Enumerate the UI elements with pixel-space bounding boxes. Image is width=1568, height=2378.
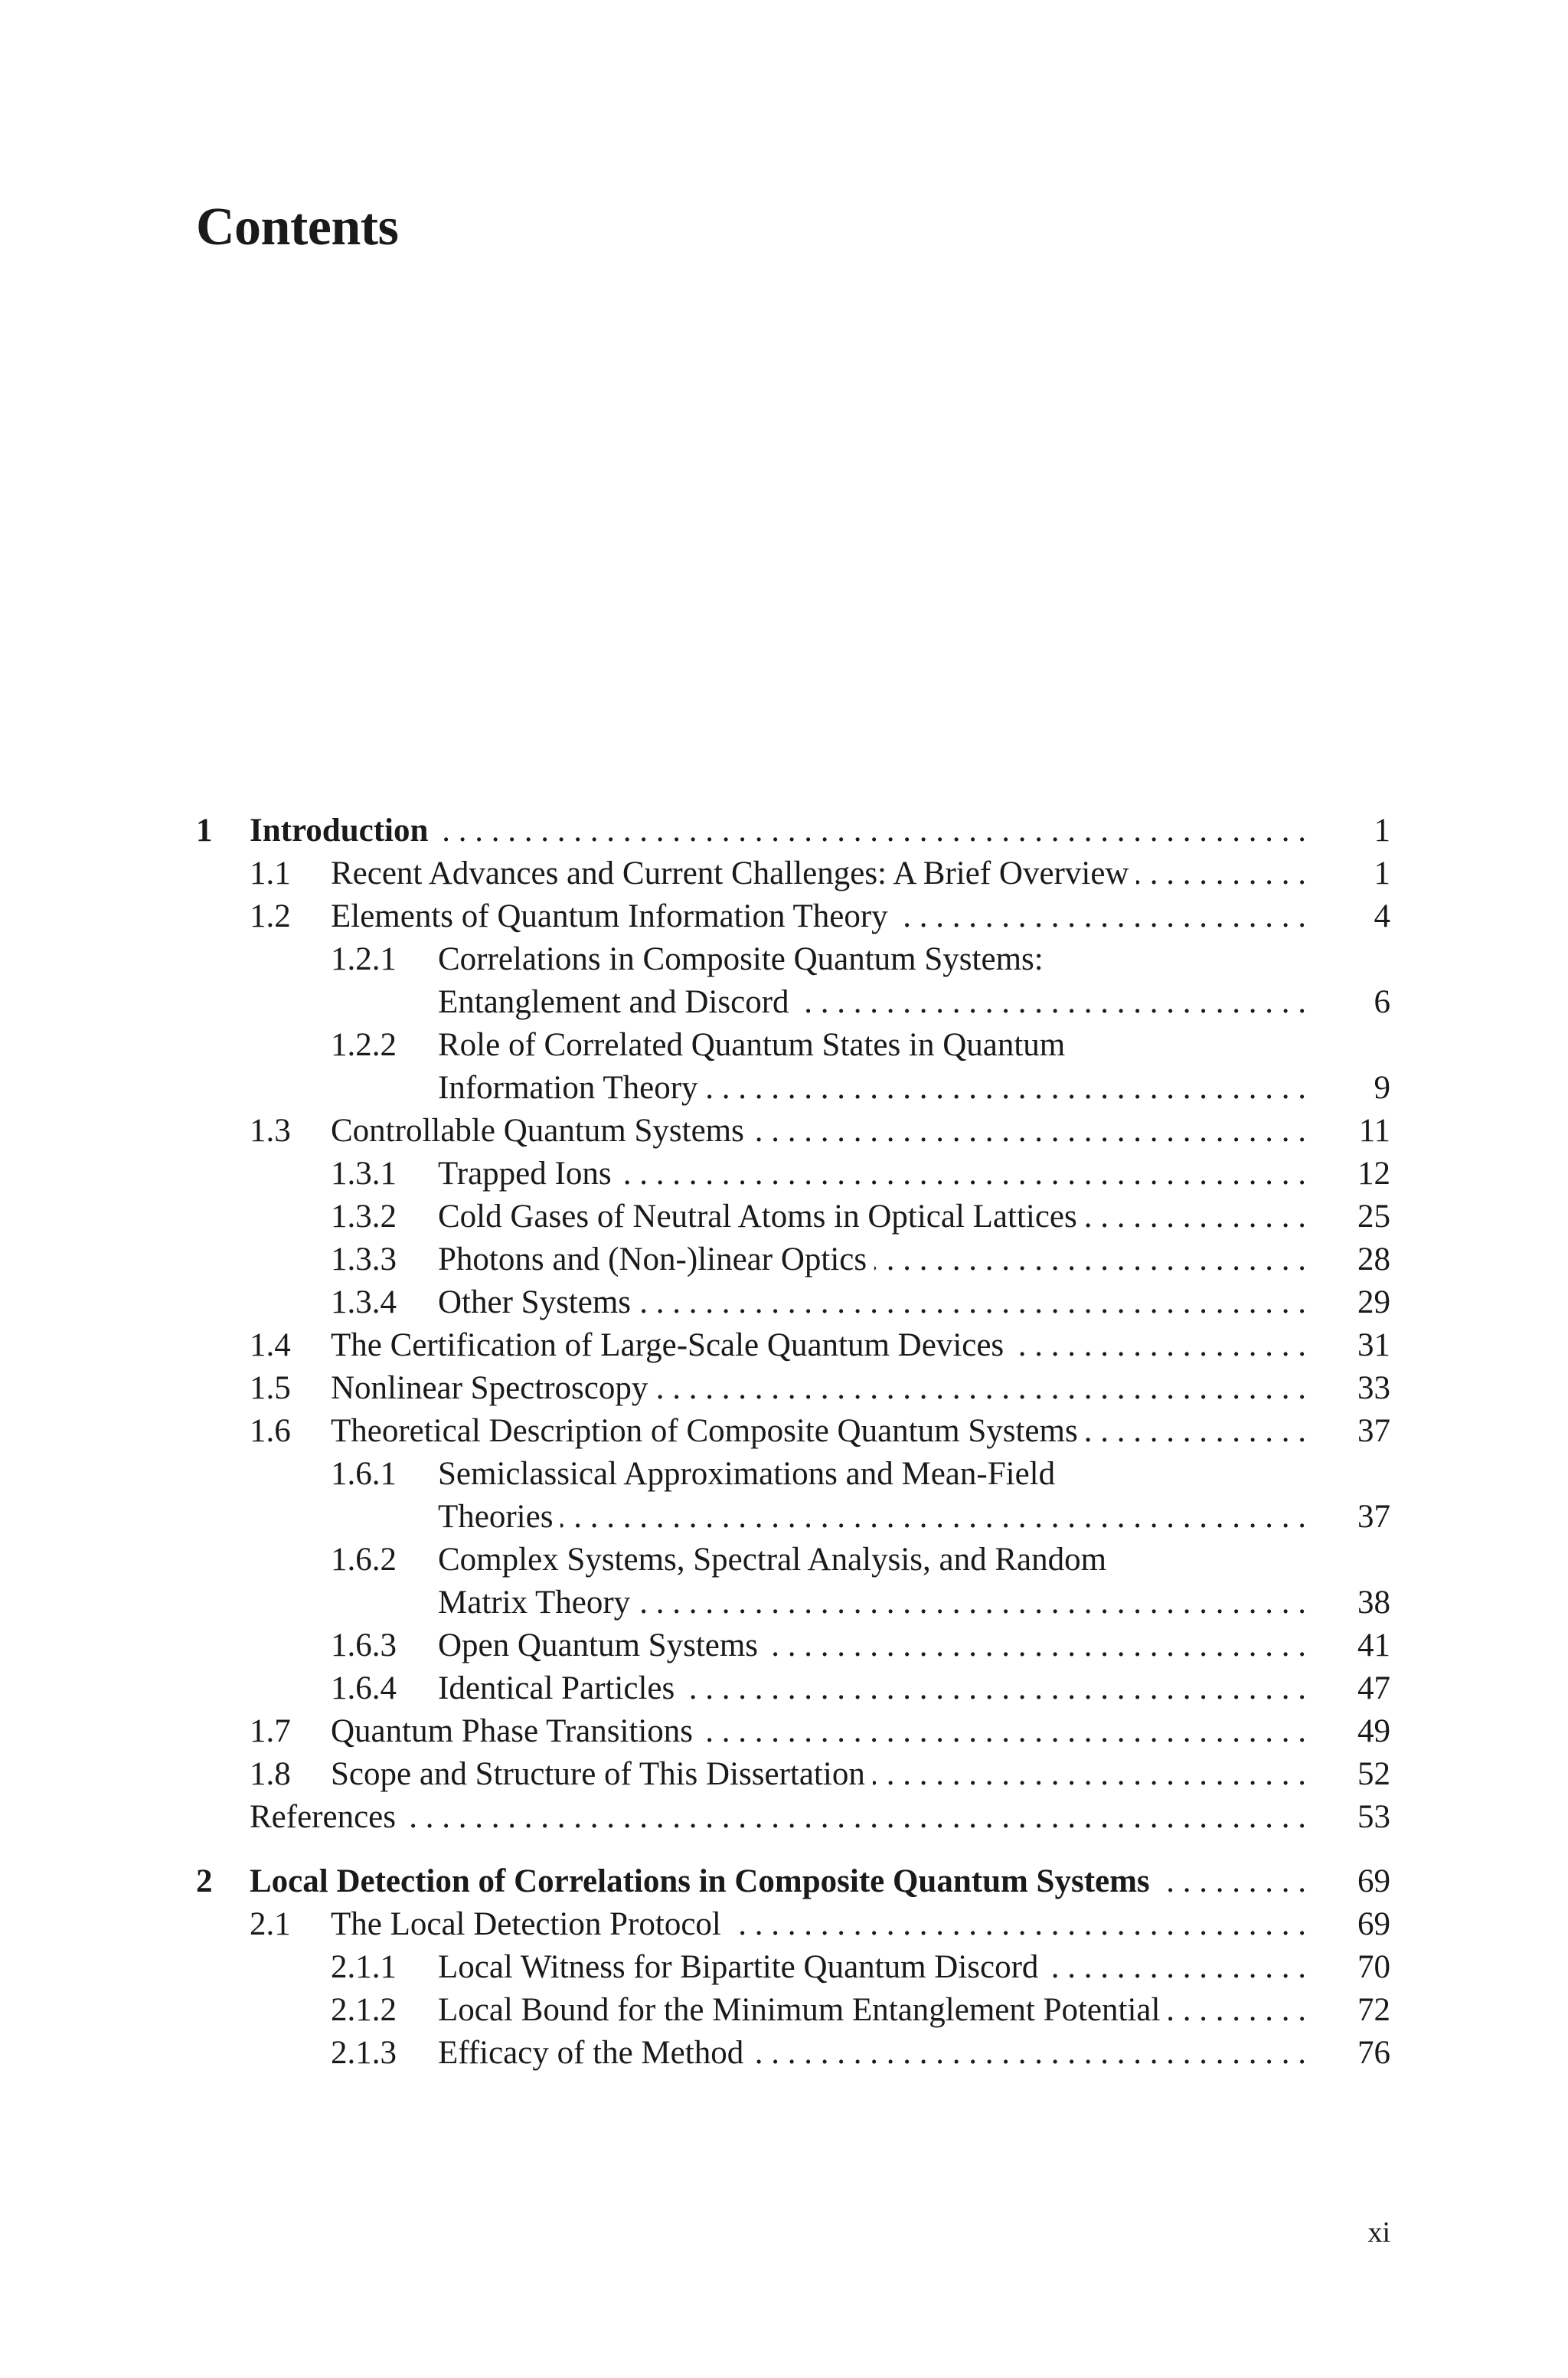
toc-entry-leader bbox=[438, 1496, 1306, 1539]
toc-entry-leader bbox=[331, 1903, 1306, 1946]
toc-entry-leader bbox=[331, 1324, 1306, 1367]
toc-entry-title: Elements of Quantum Information Theory bbox=[331, 895, 896, 938]
toc-entry-page: 1 bbox=[1374, 813, 1390, 849]
toc-entry-leader bbox=[438, 1624, 1306, 1667]
toc-entry-page: 25 bbox=[1357, 1199, 1390, 1235]
dot-leader bbox=[619, 1153, 1306, 1196]
toc-entry-title: Theoretical Description of Composite Quantum Systems bbox=[331, 1410, 1086, 1453]
toc-entry-number: 1.5 bbox=[250, 1370, 291, 1406]
toc-entry[interactable] bbox=[196, 1281, 1390, 1324]
dot-leader bbox=[706, 1067, 1306, 1110]
toc-entry-page: 6 bbox=[1374, 984, 1390, 1020]
toc-entry-title: Recent Advances and Current Challenges: A Brief Overview bbox=[331, 852, 1136, 895]
toc-entry-leader bbox=[438, 1238, 1306, 1281]
toc-entry-title: Trapped Ions bbox=[438, 1153, 619, 1196]
toc-entry-number: 1.6.3 bbox=[331, 1627, 397, 1663]
dot-leader bbox=[701, 1710, 1306, 1753]
toc-entry-number: 1.2.2 bbox=[331, 1027, 397, 1063]
toc-entry-title: Information Theory bbox=[438, 1067, 706, 1110]
dot-leader bbox=[729, 1903, 1306, 1946]
toc-entry-leader bbox=[331, 1410, 1306, 1453]
toc-entry-number: 2.1.2 bbox=[331, 1992, 397, 2028]
toc-entry[interactable] bbox=[196, 1946, 1390, 1989]
toc-entry-leader bbox=[438, 1067, 1306, 1110]
toc-entry-title: Scope and Structure of This Dissertation bbox=[331, 1753, 873, 1796]
dot-leader bbox=[766, 1624, 1306, 1667]
toc-entry-number: 1.2 bbox=[250, 898, 291, 934]
toc-entry[interactable] bbox=[196, 981, 1390, 1024]
toc-entry-title: Theories bbox=[438, 1496, 560, 1539]
toc-entry-leader bbox=[331, 1753, 1306, 1796]
dot-leader bbox=[1158, 1860, 1306, 1903]
toc-entry-number: 1 bbox=[196, 813, 213, 849]
toc-entry-title: Identical Particles bbox=[438, 1667, 682, 1710]
toc-entry-page: 41 bbox=[1357, 1627, 1390, 1663]
toc-entry[interactable] bbox=[196, 1667, 1390, 1710]
toc-entry-title: The Certification of Large-Scale Quantum Devices bbox=[331, 1324, 1011, 1367]
toc-entry[interactable] bbox=[196, 1110, 1390, 1153]
dot-leader bbox=[1046, 1946, 1306, 1989]
toc-entry-leader bbox=[438, 1582, 1306, 1624]
toc-entry-title: Role of Correlated Quantum States in Quantum bbox=[438, 1027, 1066, 1063]
toc-chapter-entry[interactable] bbox=[196, 1860, 1390, 1903]
toc-entry-leader bbox=[438, 1989, 1306, 2032]
toc-entry-number: 2 bbox=[196, 1863, 213, 1899]
toc-references-entry[interactable] bbox=[196, 1796, 1390, 1839]
dot-leader bbox=[874, 1238, 1306, 1281]
page-title: Contents bbox=[196, 198, 399, 257]
toc-entry-page: 69 bbox=[1357, 1906, 1390, 1942]
toc-entry-page: 1 bbox=[1374, 855, 1390, 891]
toc-entry-line bbox=[196, 1024, 1390, 1067]
dot-leader bbox=[1168, 1989, 1306, 2032]
toc-entry-number: 1.6.2 bbox=[331, 1542, 397, 1578]
toc-entry-title: Other Systems bbox=[438, 1281, 639, 1324]
toc-entry-leader bbox=[250, 1860, 1306, 1903]
toc-entry[interactable] bbox=[196, 852, 1390, 895]
toc-entry[interactable] bbox=[196, 1989, 1390, 2032]
toc-entry-line bbox=[196, 1539, 1390, 1582]
toc-entry-number: 1.3.3 bbox=[331, 1241, 397, 1277]
toc-entry-title: Local Bound for the Minimum Entanglement Potential bbox=[438, 1989, 1168, 2032]
toc-entry-page: 11 bbox=[1358, 1113, 1390, 1149]
toc-entry-page: 52 bbox=[1357, 1756, 1390, 1792]
table-of-contents bbox=[196, 810, 1390, 2075]
dot-leader bbox=[1011, 1324, 1306, 1367]
toc-entry-page: 29 bbox=[1357, 1284, 1390, 1320]
toc-entry-page: 49 bbox=[1357, 1713, 1390, 1749]
toc-entry-title: Controllable Quantum Systems bbox=[331, 1110, 752, 1153]
toc-entry-number: 1.1 bbox=[250, 855, 291, 891]
toc-entry-page: 31 bbox=[1357, 1327, 1390, 1363]
toc-entry[interactable] bbox=[196, 1367, 1390, 1410]
toc-entry-number: 1.8 bbox=[250, 1756, 291, 1792]
dot-leader bbox=[560, 1496, 1306, 1539]
toc-entry-leader bbox=[438, 1667, 1306, 1710]
toc-entry-line bbox=[196, 938, 1390, 981]
toc-entry-page: 69 bbox=[1357, 1863, 1390, 1899]
toc-entry-leader bbox=[250, 810, 1306, 852]
toc-entry-leader bbox=[438, 1196, 1306, 1238]
toc-entry-title: Entanglement and Discord bbox=[438, 981, 797, 1024]
toc-entry-number: 1.3.4 bbox=[331, 1284, 397, 1320]
toc-entry-title: References bbox=[250, 1796, 403, 1839]
toc-entry-leader bbox=[331, 1710, 1306, 1753]
toc-entry-title: Quantum Phase Transitions bbox=[331, 1710, 701, 1753]
toc-entry-number: 1.6.4 bbox=[331, 1670, 397, 1706]
toc-entry[interactable] bbox=[196, 1496, 1390, 1539]
toc-entry-leader bbox=[438, 1153, 1306, 1196]
toc-entry-leader bbox=[438, 981, 1306, 1024]
toc-entry-number: 1.6 bbox=[250, 1413, 291, 1449]
toc-entry-title: Local Detection of Correlations in Composite Quantum Systems bbox=[250, 1860, 1158, 1903]
toc-entry[interactable] bbox=[196, 1624, 1390, 1667]
dot-leader bbox=[682, 1667, 1306, 1710]
dot-leader bbox=[1086, 1410, 1306, 1453]
toc-entry-page: 53 bbox=[1357, 1799, 1390, 1835]
toc-entry-title: Local Witness for Bipartite Quantum Discord bbox=[438, 1946, 1046, 1989]
toc-entry-page: 33 bbox=[1357, 1370, 1390, 1406]
toc-entry-number: 1.7 bbox=[250, 1713, 291, 1749]
toc-entry-leader bbox=[331, 852, 1306, 895]
dot-leader bbox=[752, 1110, 1306, 1153]
toc-entry-number: 2.1 bbox=[250, 1906, 291, 1942]
toc-entry[interactable] bbox=[196, 1710, 1390, 1753]
dot-leader bbox=[1136, 852, 1306, 895]
dot-leader bbox=[1085, 1196, 1306, 1238]
toc-entry-leader bbox=[438, 2032, 1306, 2075]
toc-entry[interactable] bbox=[196, 1324, 1390, 1367]
toc-entry-number: 2.1.1 bbox=[331, 1949, 397, 1985]
dot-leader bbox=[797, 981, 1306, 1024]
toc-entry-page: 38 bbox=[1357, 1585, 1390, 1621]
toc-entry-page: 47 bbox=[1357, 1670, 1390, 1706]
toc-entry-page: 12 bbox=[1357, 1156, 1390, 1192]
toc-entry-leader bbox=[331, 1110, 1306, 1153]
toc-entry-page: 9 bbox=[1374, 1070, 1390, 1106]
dot-leader bbox=[873, 1753, 1306, 1796]
dot-leader bbox=[751, 2032, 1306, 2075]
toc-entry-title: Correlations in Composite Quantum Systems: bbox=[438, 941, 1044, 977]
toc-entry-number: 1.3.1 bbox=[331, 1156, 397, 1192]
toc-entry[interactable] bbox=[196, 1582, 1390, 1624]
toc-chapter-entry[interactable] bbox=[196, 810, 1390, 852]
toc-entry-leader bbox=[331, 895, 1306, 938]
toc-entry-number: 2.1.3 bbox=[331, 2035, 397, 2071]
toc-entry[interactable] bbox=[196, 1903, 1390, 1946]
toc-entry-title: Introduction bbox=[250, 810, 436, 852]
toc-entry[interactable] bbox=[196, 1153, 1390, 1196]
toc-entry-leader bbox=[250, 1796, 1306, 1839]
toc-entry-page: 4 bbox=[1374, 898, 1390, 934]
toc-entry-title: Complex Systems, Spectral Analysis, and Random bbox=[438, 1542, 1107, 1578]
toc-entry-leader bbox=[331, 1367, 1306, 1410]
page-number: xi bbox=[1367, 2216, 1390, 2249]
toc-entry-page: 28 bbox=[1357, 1241, 1390, 1277]
toc-entry-title: The Local Detection Protocol bbox=[331, 1903, 729, 1946]
dot-leader bbox=[436, 810, 1306, 852]
toc-entry-title: Nonlinear Spectroscopy bbox=[331, 1367, 655, 1410]
toc-entry[interactable] bbox=[196, 1753, 1390, 1796]
toc-entry[interactable] bbox=[196, 2032, 1390, 2075]
toc-entry-leader bbox=[438, 1946, 1306, 1989]
toc-entry-title: Photons and (Non-)linear Optics bbox=[438, 1238, 874, 1281]
dot-leader bbox=[896, 895, 1306, 938]
toc-entry[interactable] bbox=[196, 895, 1390, 938]
toc-entry-page: 76 bbox=[1357, 2035, 1390, 2071]
toc-entry[interactable] bbox=[196, 1238, 1390, 1281]
toc-entry-title: Open Quantum Systems bbox=[438, 1624, 766, 1667]
dot-leader bbox=[403, 1796, 1306, 1839]
toc-entry-page: 70 bbox=[1357, 1949, 1390, 1985]
toc-entry-page: 72 bbox=[1357, 1992, 1390, 2028]
toc-entry-title: Semiclassical Approximations and Mean-Field bbox=[438, 1456, 1056, 1492]
toc-entry-number: 1.4 bbox=[250, 1327, 291, 1363]
dot-leader bbox=[639, 1281, 1306, 1324]
toc-entry[interactable] bbox=[196, 1410, 1390, 1453]
toc-entry-number: 1.3.2 bbox=[331, 1199, 397, 1235]
toc-entry[interactable] bbox=[196, 1067, 1390, 1110]
dot-leader bbox=[655, 1367, 1306, 1410]
dot-leader bbox=[638, 1582, 1306, 1624]
toc-entry-number: 1.2.1 bbox=[331, 941, 397, 977]
toc-entry-number: 1.3 bbox=[250, 1113, 291, 1149]
toc-entry-title: Efficacy of the Method bbox=[438, 2032, 751, 2075]
toc-entry-page: 37 bbox=[1357, 1499, 1390, 1535]
toc-entry-page: 37 bbox=[1357, 1413, 1390, 1449]
toc-entry-line bbox=[196, 1453, 1390, 1496]
toc-entry-number: 1.6.1 bbox=[331, 1456, 397, 1492]
toc-entry[interactable] bbox=[196, 1196, 1390, 1238]
toc-entry-leader bbox=[438, 1281, 1306, 1324]
toc-entry-title: Matrix Theory bbox=[438, 1582, 638, 1624]
toc-entry-title: Cold Gases of Neutral Atoms in Optical Lattices bbox=[438, 1196, 1085, 1238]
